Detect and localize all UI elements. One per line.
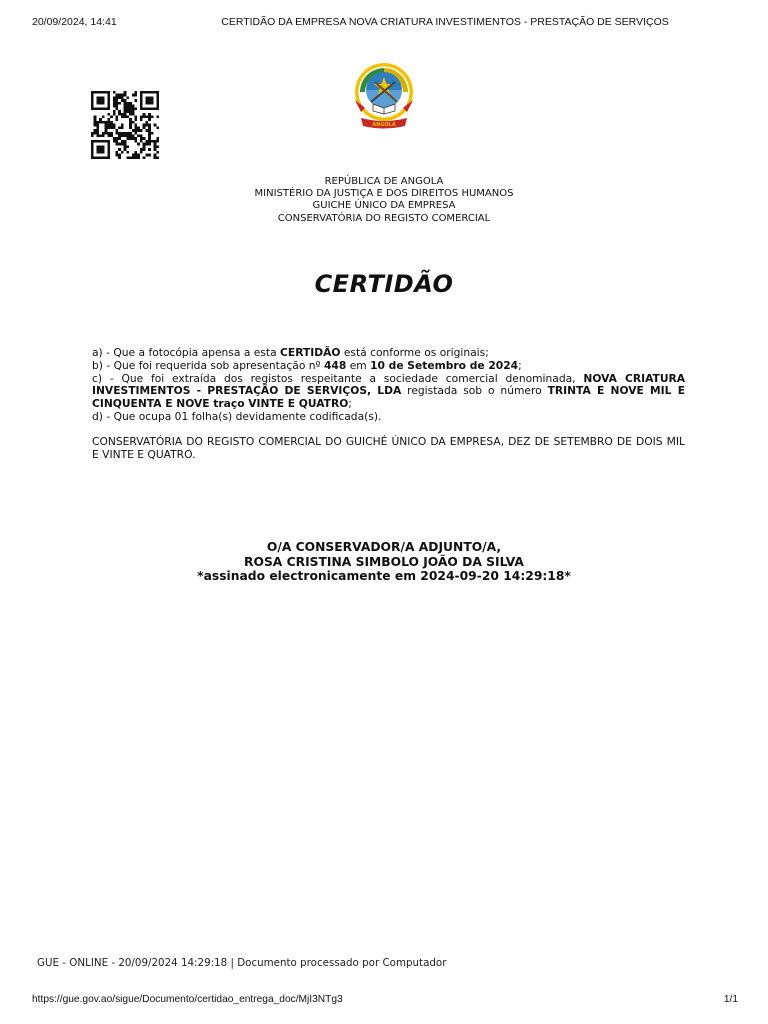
clause-a: a) - Que a fotocópia apensa a esta CERTIDÃO está conforme os originais; [92, 346, 489, 359]
signatory-name: ROSA CRISTINA SIMBOLO JOÃO DA SILVA [244, 554, 524, 569]
clause-d: d) - Que ocupa 01 folha(s) devidamente codificada(s). [92, 409, 382, 423]
signature-block [0, 540, 768, 584]
certificate-body [92, 347, 685, 461]
processing-footer: GUE - ONLINE - 20/09/2024 14:29:18 | Documento processado por Computador [37, 957, 447, 969]
emblem-ribbon-text: ANGOLA [372, 122, 396, 128]
clause-b: b) - Que foi requerida sob apresentação nº 448 em 10 de Setembro de 2024; [92, 358, 522, 372]
print-datetime: 20/09/2024, 14:41 [32, 16, 117, 28]
print-header [32, 16, 738, 30]
clause-c: c) - Que foi extraída dos registos respeitante a sociedade comercial denominada, NOVA CRIATURA INVESTIMENTOS - PRESTAÇÃO DE SERVIÇOS, LDA registada sob o número TRINTA E NOVE MIL E CINQUENTA E NOVE traço VINTE E QUATRO; [92, 371, 685, 411]
print-footer [32, 994, 738, 1008]
header-republic: REPÚBLICA DE ANGOLA [324, 176, 444, 187]
qr-code [90, 91, 160, 159]
header-conservatoria: CONSERVATÓRIA DO REGISTO COMERCIAL [277, 212, 491, 224]
coat-of-arms-emblem [351, 60, 417, 132]
electronic-signature-note: *assinado electronicamente em 2024-09-20 14:29:18* [197, 569, 571, 584]
page-number: 1/1 [723, 994, 738, 1005]
source-url-link[interactable]: https://gue.gov.ao/sigue/Documento/certidao_entrega_doc/MjI3NTg3 [32, 994, 343, 1005]
issuing-authority-header [0, 176, 768, 225]
page-title: CERTIDÃO [314, 270, 454, 298]
header-guiche: GUICHE ÚNICO DA EMPRESA [312, 200, 456, 212]
closing-statement: CONSERVATÓRIA DO REGISTO COMERCIAL DO GUICHÉ ÚNICO DA EMPRESA, DEZ DE SETEMBRO DE DOIS MIL E VINTE E QUATRO. [92, 434, 685, 461]
signatory-role: O/A CONSERVADOR/A ADJUNTO/A, [266, 540, 502, 554]
print-document-title: CERTIDÃO DA EMPRESA NOVA CRIATURA INVESTIMENTOS - PRESTAÇÃO DE SERVIÇOS [221, 16, 669, 28]
header-ministry: MINISTÉRIO DA JUSTIÇA E DOS DIREITOS HUMANOS [254, 188, 514, 200]
